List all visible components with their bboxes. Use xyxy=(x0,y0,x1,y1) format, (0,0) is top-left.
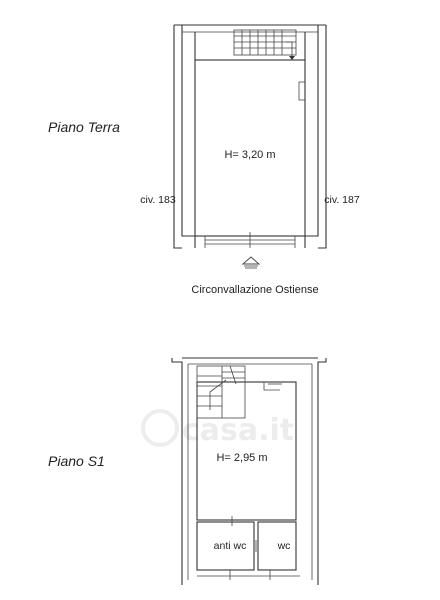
ground-staircase xyxy=(234,30,296,60)
ground-height-label: H= 3,20 m xyxy=(224,149,276,161)
basement-main-room xyxy=(197,382,296,520)
watermark-text: casa.it xyxy=(182,413,295,448)
basement-floor-plan xyxy=(48,358,326,585)
ground-main-room xyxy=(195,60,305,236)
ground-right-wall-inner xyxy=(305,25,318,236)
ground-floor-label: Piano Terra xyxy=(48,119,120,135)
basement-staircase xyxy=(197,366,245,418)
basement-top-door xyxy=(264,382,280,390)
right-neighbor-label: civ. 187 xyxy=(324,194,360,206)
ground-left-wall-inner xyxy=(182,25,195,236)
basement-height-label: H= 2,95 m xyxy=(216,452,268,464)
basement-left-wall-outer xyxy=(172,358,182,585)
basement-floor-label: Piano S1 xyxy=(48,453,105,469)
ground-floor-plan xyxy=(48,25,360,296)
watermark-logo xyxy=(143,411,294,448)
entrance-marker-icon xyxy=(243,257,259,268)
ground-shopfront xyxy=(195,232,305,248)
ground-right-wall-outer xyxy=(318,25,326,248)
ground-left-wall-outer xyxy=(174,25,182,248)
left-neighbor-label: civ. 183 xyxy=(140,194,176,206)
wc-label: wc xyxy=(277,540,291,552)
anti-wc-label: anti wc xyxy=(213,540,247,552)
street-name-label: Circonvallazione Ostiense xyxy=(191,284,319,296)
ground-wall-niche xyxy=(299,82,305,100)
basement-right-wall-outer xyxy=(318,358,326,585)
